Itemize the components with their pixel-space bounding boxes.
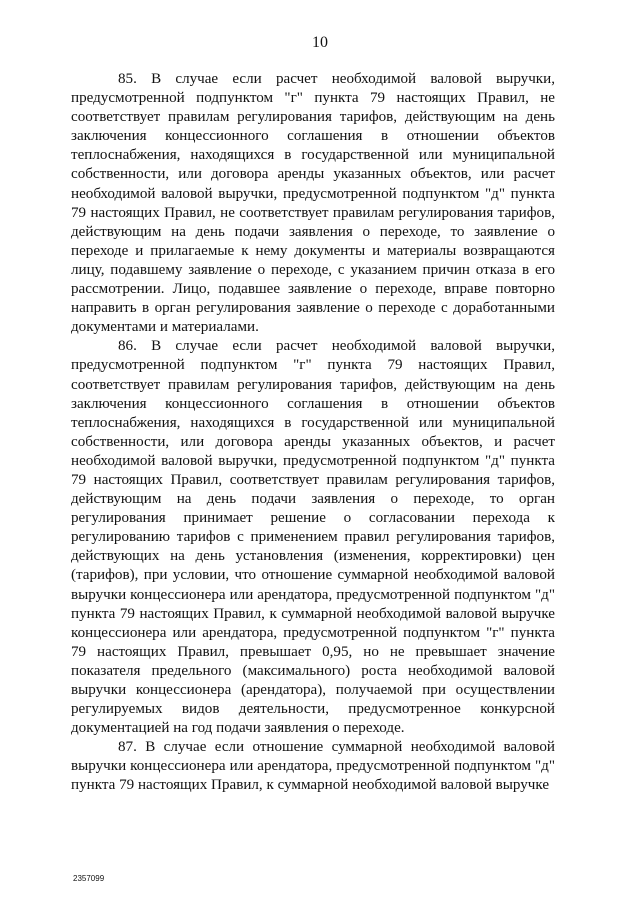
- page-number: 10: [312, 34, 328, 51]
- paragraph-87: 87. В случае если отношение суммарной необходимой валовой выручки концессионера или арендатора, предусмотренной подпунктом "д" пункта 79 настоящих Правил, к суммарной необходимой валовой выручке: [71, 739, 555, 794]
- document-code: 2357099: [73, 874, 105, 883]
- paragraph-86: 86. В случае если расчет необходимой валовой выручки, предусмотренной подпунктом "г" пункта 79 настоящих Правил, соответствует правилам регулирования тарифов, действующим на день заключения концессионного соглашения в отношении объектов теплоснабжения, находящихся в государственной или муниципальной собственности, или договора аренды указанных объектов, и расчет необходимой валовой выручки, предусмотренной подпунктом "д" пункта 79 настоящих Правил, соответствует правилам регулирования тарифов, действующим на день подачи заявления о переходе, то орган регулирования принимает решение о согласовании перехода к регулированию тарифов с применением правил регулирования тарифов, действующих на день установления (изменения, корректировки) цен (тарифов), при условии, что отношение суммарной необходимой валовой выручки концессионера или арендатора, предусмотренной подпунктом "д" пункта 79 настоящих Правил, к суммарной необходимой валовой выручке концессионера или арендатора, предусмотренной подпунктом "г" пункта 79 настоящих Правил, превышает 0,95, но не превышает значение показателя предельного (максимального) роста необходимой валовой выручки концессионера (арендатора), получаемой при осуществлении регулируемых видов деятельности, предусмотренное конкурсной документацией на год подачи заявления о переходе.: [71, 338, 555, 737]
- document-body: [71, 70, 555, 796]
- paragraph-85: 85. В случае если расчет необходимой валовой выручки, предусмотренной подпунктом "г" пункта 79 настоящих Правил, не соответствует правилам регулирования тарифов, действующим на день заключения концессионного соглашения в отношении объектов теплоснабжения, находящихся в государственной или муниципальной собственности, или договора аренды указанных объектов, или расчет необходимой валовой выручки, предусмотренной подпунктом "д" пункта 79 настоящих Правил, не соответствует правилам регулирования тарифов, действующим на день подачи заявления о переходе, то заявление о переходе и прилагаемые к нему документы и материалы возвращаются лицу, подавшему заявление о переходе, с указанием причин отказа в его рассмотрении. Лицо, подавшее заявление о переходе, вправе повторно направить в орган регулирования заявление о переходе с доработанными документами и материалами.: [71, 71, 555, 336]
